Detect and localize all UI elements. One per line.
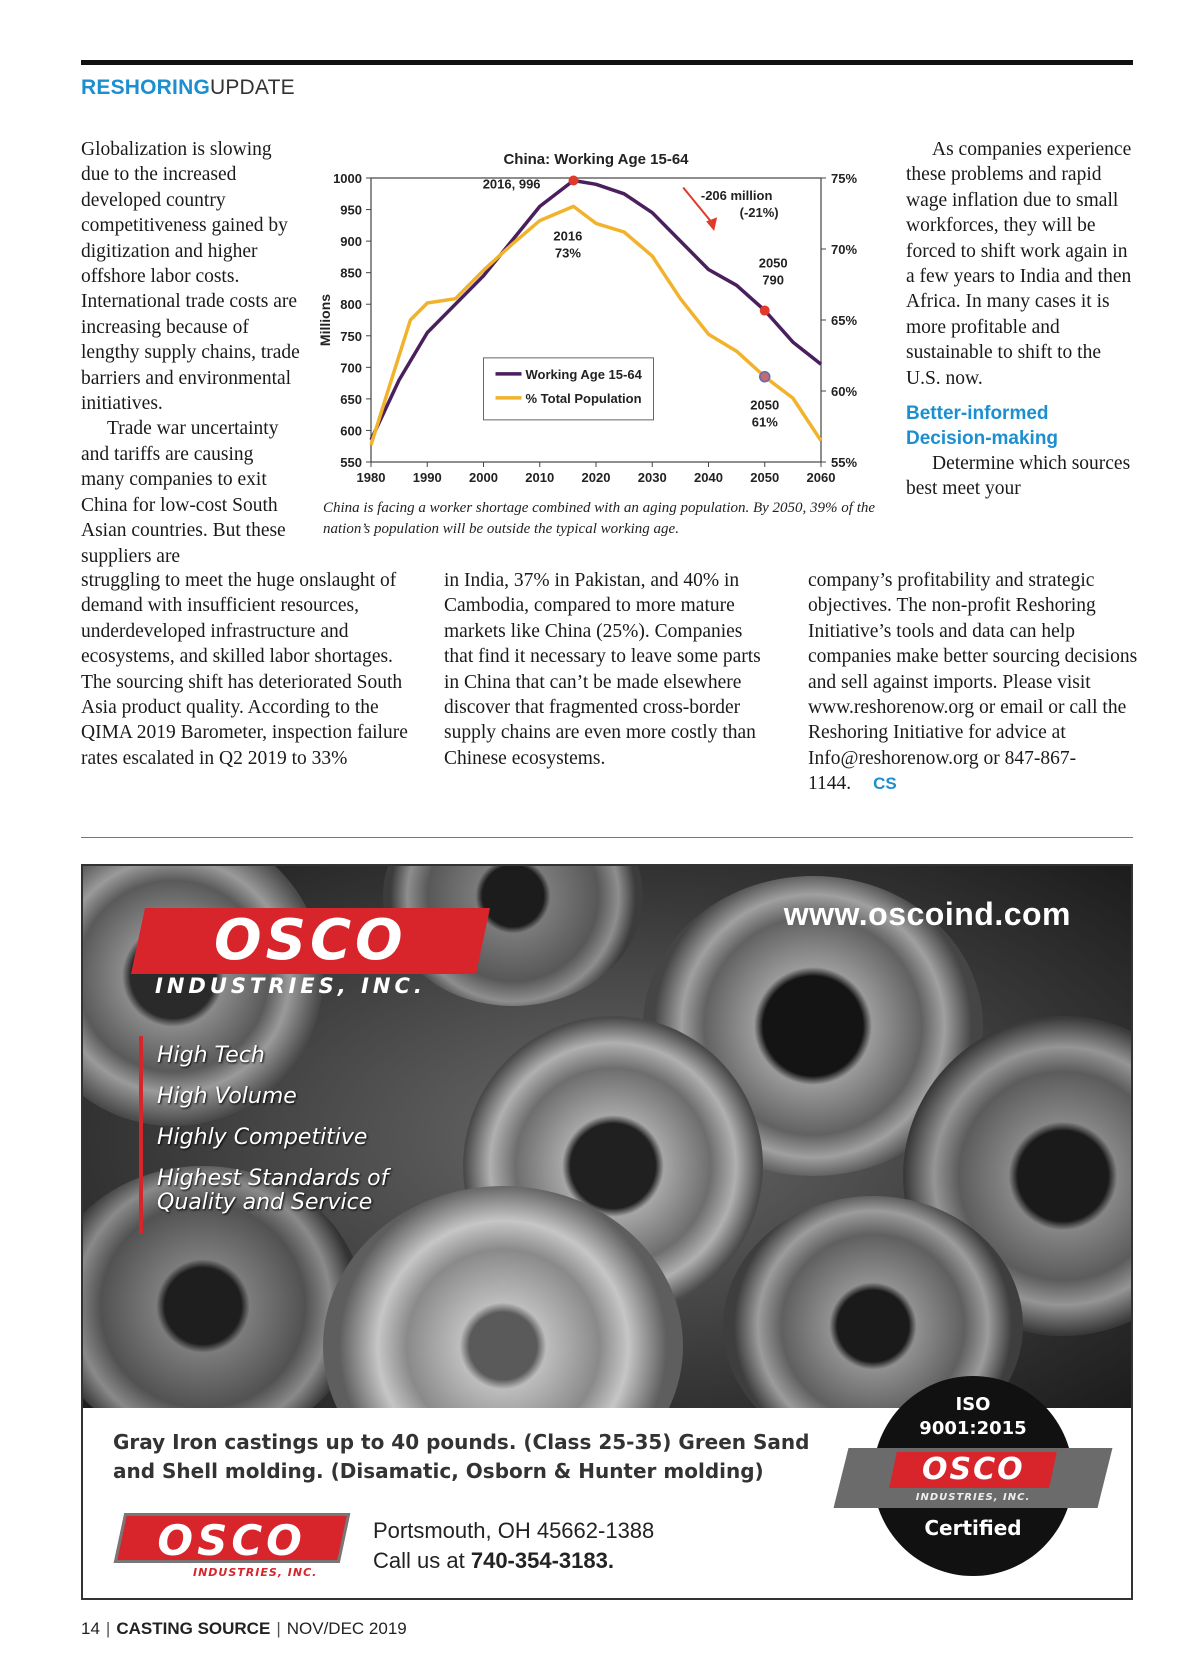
decline-annotation: -206 million [700, 188, 773, 204]
article-column-2-bottom [444, 568, 774, 771]
x-tick-label: 2010 [525, 470, 555, 485]
article-column-3-bottom [808, 568, 1138, 797]
decline-arrowhead [706, 217, 717, 231]
article-column-3-top [906, 137, 1134, 502]
paragraph: struggling to meet the huge onslaught of demand with insufficient resources, underdeveloped infrastructure and ecosystems, and skilled labor shortages. The sourcing shift has deteriorated South Asia product quality. According to the QIMA 2019 Barometer, inspection failure rates escalated in Q2 2019 to 33% [81, 570, 408, 769]
legend-label: % Total Population [525, 390, 642, 406]
ad-description-line: Gray Iron castings up to 40 pounds. (Class 25-35) Green Sand [113, 1430, 810, 1454]
iso-label: ISO [955, 1394, 991, 1415]
wa-2050-value: 790 [762, 272, 785, 288]
section-header-strong: RESHORING [81, 76, 210, 99]
iso-standard: 9001:2015 [919, 1418, 1027, 1439]
osco-logo-small: OSCO [114, 1513, 351, 1563]
feature-item: Highest Standards of [157, 1166, 389, 1191]
decline-annotation-pct: (-21%) [739, 205, 779, 221]
pct-2016-value: 73% [554, 245, 581, 261]
brand-subtitle-small: INDUSTRIES, INC. [193, 1566, 318, 1579]
feature-item: Quality and Service [157, 1190, 373, 1215]
issue-date: NOV/DEC 2019 [286, 1619, 407, 1638]
feature-item: High Tech [157, 1043, 265, 1068]
x-tick-label: 2000 [469, 470, 498, 485]
feature-list [157, 1044, 388, 1232]
iso-brand-sub: INDUSTRIES, INC. [915, 1492, 1031, 1503]
divider [81, 837, 1133, 838]
x-tick-label: 2060 [806, 470, 836, 485]
osco-logo: OSCO [131, 908, 490, 974]
page-footer [81, 1619, 407, 1639]
article-column-1-bottom [81, 568, 411, 771]
paragraph: Determine which sources best meet your [906, 453, 1131, 500]
ad-address: Portsmouth, OH 45662-1388 [373, 1518, 655, 1543]
y-tick-label: 550 [340, 455, 362, 470]
wa-2050-year: 2050 [758, 255, 788, 271]
publication-name: CASTING SOURCE [116, 1619, 271, 1638]
ad-website[interactable]: www.oscoind.com [783, 896, 1071, 932]
subheading: Better-informed Decision-making [906, 403, 1059, 450]
y-tick-label: 1000 [333, 171, 362, 186]
iso-osco-logo: OSCO [889, 1452, 1057, 1488]
pct-2050-marker [760, 372, 770, 382]
advertisement[interactable] [81, 864, 1133, 1600]
section-header-light: UPDATE [209, 76, 295, 99]
y2-tick-label: 70% [831, 242, 858, 257]
y-tick-label: 700 [340, 360, 362, 376]
ad-description-line: and Shell molding. (Disamatic, Osborn & Hunter molding) [113, 1459, 764, 1483]
paragraph: in India, 37% in Pakistan, and 40% in Cambodia, compared to more mature markets like China (25%). Companies that find it necessary to leave some parts in China that can’t be made elsewhere discover that fragmented cross-border supply chains are even more costly than Chinese ecosystems. [444, 570, 761, 769]
chart-svg [316, 140, 876, 500]
pct-2050-year: 2050 [750, 397, 780, 413]
paragraph: As companies experience these problems and rapid wage inflation due to small workforces, they will be forced to shift work again in a few years to India and then Africa. In many cases it is more profitable and sustainable to shift to the U.S. now. [906, 139, 1132, 389]
section-header [81, 76, 295, 100]
footer-separator: | [276, 1619, 281, 1638]
x-tick-label: 1990 [412, 470, 442, 485]
working-age-chart [316, 140, 876, 500]
y2-tick-label: 55% [831, 455, 858, 470]
x-tick-label: 2040 [694, 470, 723, 485]
ad-description [113, 1428, 833, 1486]
call-prefix: Call us at [373, 1548, 465, 1573]
brand-subtitle: INDUSTRIES, INC. [155, 974, 426, 998]
y-tick-label: 850 [340, 265, 362, 281]
footer-separator: | [105, 1619, 111, 1638]
feature-accent-bar [139, 1036, 143, 1234]
peak-annotation: 2016, 996 [482, 176, 541, 192]
y-tick-label: 650 [340, 391, 362, 407]
y-tick-label: 600 [340, 423, 362, 439]
x-tick-label: 1980 [356, 470, 386, 485]
y-axis-label: Millions [317, 293, 333, 347]
feature-item: Highly Competitive [157, 1125, 368, 1150]
paragraph-text: company’s profitability and strategic objectives. The non-profit Reshoring Initiative’s tools and data can help companies make better sourcing decisions and sell against imports. Please visit www.reshorenow.org or email or call the Reshoring Initiative for advice at Info@reshorenow.org or 847-867-1144. [808, 570, 1138, 795]
chart-title: China: Working Age 15-64 [503, 151, 689, 168]
chart-caption: China is facing a worker shortage combined with an aging population. By 2050, 39% of the nation’s population will be outside the typical working age. [323, 500, 876, 537]
y2-tick-label: 65% [831, 313, 858, 328]
y-tick-label: 800 [340, 297, 362, 313]
iso-badge [873, 1376, 1073, 1576]
y-tick-label: 950 [340, 202, 362, 218]
pct-2050-value: 61% [751, 414, 778, 430]
peak-marker [569, 176, 579, 186]
castings-photo [83, 866, 1131, 1408]
y-tick-label: 750 [340, 328, 362, 344]
paragraph: Trade war uncertainty and tariffs are causing many companies to exit China for low-cost South Asian countries. But these suppliers are [81, 418, 286, 567]
x-tick-label: 2030 [637, 470, 667, 485]
ad-info-panel [83, 1394, 1131, 1600]
top-rule [81, 60, 1133, 65]
end-mark: CS [873, 774, 897, 794]
y-tick-label: 900 [340, 234, 362, 250]
ad-phone[interactable]: 740-354-3183. [470, 1548, 614, 1573]
x-tick-label: 2050 [750, 470, 780, 485]
feature-item: High Volume [157, 1084, 297, 1109]
legend-label: Working Age 15-64 [525, 366, 642, 382]
y2-tick-label: 60% [831, 384, 858, 399]
x-tick-label: 2020 [581, 470, 611, 485]
ad-call-line [373, 1546, 654, 1576]
page-number: 14 [81, 1619, 100, 1638]
wa-2050-marker [760, 306, 770, 316]
paragraph: Globalization is slowing due to the increased developed country competitiveness gained by digitization and higher offshore labor costs. International trade costs are increasing because of lengthy supply chains, trade barriers and environmental initiatives. [81, 139, 300, 415]
iso-certified: Certified [924, 1516, 1022, 1540]
article-column-1-top [81, 137, 301, 569]
ad-contact [373, 1516, 654, 1576]
paragraph [808, 568, 1138, 797]
pct-2016-year: 2016 [553, 228, 583, 244]
y2-tick-label: 75% [831, 171, 858, 186]
